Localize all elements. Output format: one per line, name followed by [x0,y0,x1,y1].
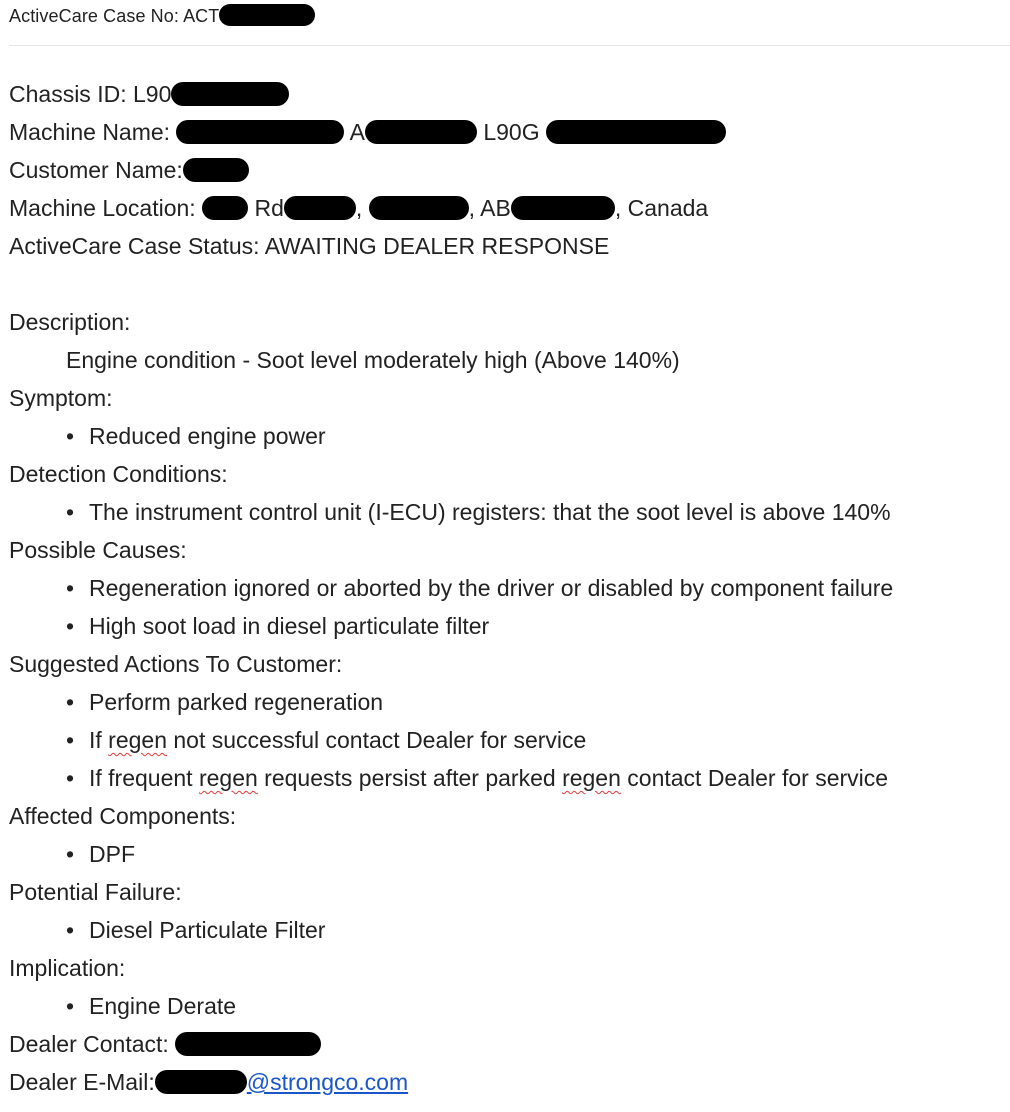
machine-location-line [9,189,1009,227]
failure-heading: Potential Failure: [9,879,182,905]
bullet-icon: • [66,575,75,601]
machine-location-fragment: , AB [468,195,511,221]
list-item-text: not successful contact Dealer for service [167,727,587,753]
list-item [9,721,1009,759]
list-item-text: High soot load in diesel particulate filter [89,613,490,639]
redaction-mark [511,196,615,220]
list-item [9,569,1009,607]
implication-heading: Implication: [9,955,126,981]
redaction-mark [219,4,315,26]
list-item-text: If frequent [89,765,199,791]
case-number-prefix: ACT [183,6,220,26]
list-item-text: requests persist after parked [257,765,563,791]
case-status-value: AWAITING DEALER RESPONSE [264,233,610,259]
spellcheck-word: regen [562,765,621,791]
description-heading: Description: [9,309,131,335]
causes-heading: Possible Causes: [9,537,187,563]
machine-location-label: Machine Location: [9,195,196,221]
bullet-icon: • [66,423,75,449]
redaction-mark [171,82,289,106]
machine-location-fragment: Rd [254,195,284,221]
blank-line [9,265,1009,303]
machine-location-fragment: , Canada [614,195,709,221]
list-item [9,493,1009,531]
list-item-text: The instrument control unit (I-ECU) registers: that the soot level is above 140% [89,499,891,525]
machine-name-fragment: A [349,119,365,145]
chassis-prefix: L90 [132,81,172,107]
description-text: Engine condition - Soot level moderately high (Above 140%) [66,347,680,373]
list-item-text: Engine Derate [89,993,237,1019]
case-number-label: ActiveCare Case No: [9,6,179,26]
list-item-text: DPF [89,841,135,867]
list-item [9,683,1009,721]
bullet-icon: • [66,841,75,867]
bullet-icon: • [66,727,75,753]
dealer-email-line [9,1063,1009,1101]
list-item [9,417,1009,455]
case-status-line [9,227,1009,265]
list-item [9,607,1009,645]
machine-name-fragment: L90G [483,119,540,145]
list-item [9,835,1009,873]
dealer-contact-label: Dealer Contact: [9,1031,169,1057]
dealer-email-link[interactable]: @strongco.com [246,1069,409,1095]
chassis-line [9,75,1009,113]
machine-name-line [9,113,1009,151]
machine-name-label: Machine Name: [9,119,171,145]
list-item-text: If [89,727,109,753]
redaction-mark [284,196,356,220]
actions-heading: Suggested Actions To Customer: [9,651,343,677]
dealer-contact-line [9,1025,1009,1063]
chassis-label: Chassis ID: [9,81,127,107]
redaction-mark [155,1070,247,1094]
list-item [9,759,1009,797]
bullet-icon: • [66,993,75,1019]
bullet-icon: • [66,613,75,639]
spellcheck-word: regen [198,765,258,791]
dealer-email-label: Dealer E-Mail: [9,1069,155,1095]
case-status-label: ActiveCare Case Status: [9,233,260,259]
redaction-mark [365,120,477,144]
case-number-line [9,5,315,28]
symptom-heading: Symptom: [9,385,113,411]
redaction-mark [175,1032,321,1056]
redaction-mark [369,196,469,220]
components-heading: Affected Components: [9,803,237,829]
list-item-text: Diesel Particulate Filter [89,917,326,943]
bullet-icon: • [66,499,75,525]
list-item-text: contact Dealer for service [620,765,889,791]
redaction-mark [176,120,344,144]
detection-heading: Detection Conditions: [9,461,228,487]
redaction-mark [546,120,726,144]
machine-location-fragment: , [355,195,363,221]
bullet-icon: • [66,917,75,943]
spellcheck-word: regen [108,727,167,753]
header-divider [9,45,1010,46]
bullet-icon: • [66,765,75,791]
customer-name-label: Customer Name: [9,157,183,183]
list-item [9,911,1009,949]
list-item-text: Regeneration ignored or aborted by the driver or disabled by component failure [89,575,894,601]
bullet-icon: • [66,689,75,715]
redaction-mark [202,196,248,220]
customer-name-line [9,151,1009,189]
list-item-text: Reduced engine power [89,423,326,449]
list-item [9,987,1009,1025]
case-details [9,75,1009,1101]
redaction-mark [183,158,249,182]
list-item-text: Perform parked regeneration [89,689,384,715]
